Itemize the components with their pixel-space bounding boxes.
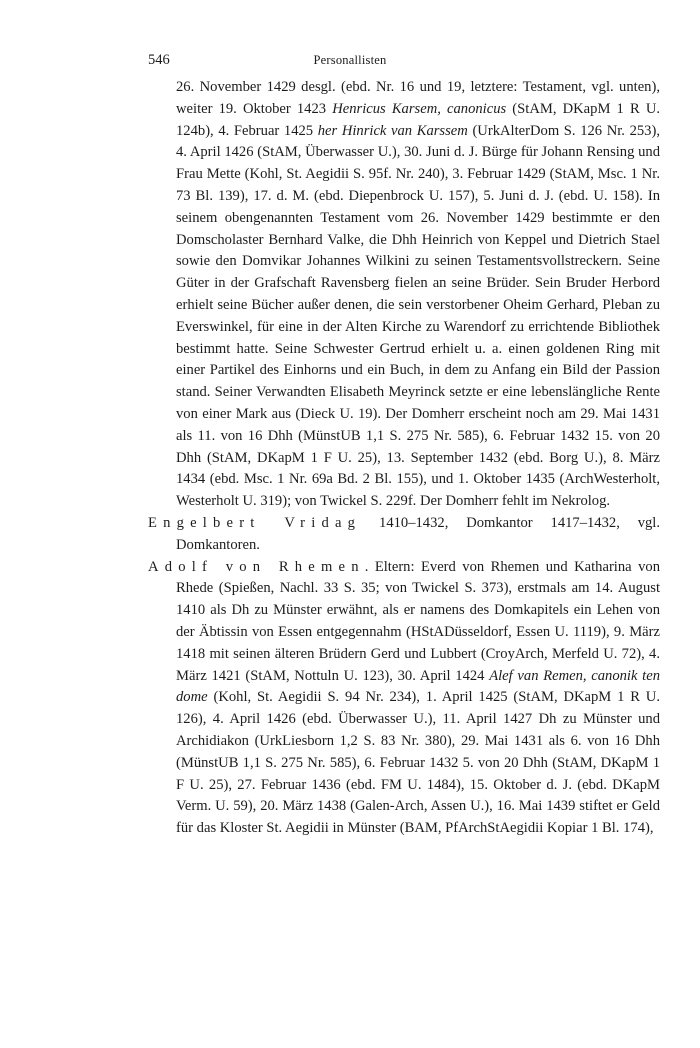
entry-engelbert-vridag xyxy=(148,513,660,557)
text-run: (UrkAlterDom S. 126 Nr. 253), 4. April 1426 (StAM, Überwasser U.), 30. Juni d. J. Bürge für Johann Rensing und Frau Mette (Kohl, St. Aegidii S. 95f. Nr. 240), 3. Februar 1429 (StAM, Msc. 1 Nr. 73 Bl. 139), 17. d. M. (ebd. Diepenbrock U. 157), 5. Juni d. J. (ebd. U. 158). In seinem obengenannten Testament vom 26. November 1429 bestimmte er den Domscholaster Bernhard Valke, die Dhh Heinrich von Keppel und Dietrich Stael sowie den Domvikar Johannes Wilkini zu seinen Testamentsvollstreckern. Seine Güter in der Grafschaft Ravensberg fielen an seine Brüder. Sein Bruder Herbord erhielt seine Bücher außer denen, die sein verstorbener Oheim Gerhard, Pleban zu Everswinkel, für eine in der Alten Kirche zu Warendorf zu errichtende Bibliothek bestimmt hatte. Seine Schwester Gertrud erhielt u. a. einen goldenen Ring mit einer Partikel des Einhorns und ein Buch, in dem zu Anfang ein Bild der Passion stand. Seiner Verwandten Elisabeth Meyrinck setzte er eine lebenslängliche Rente von einer Mark aus (Dieck U. 19). Der Domherr erscheint noch am 29. Mai 1431 als 11. von 16 Dhh (MünstUB 1,1 S. 275 Nr. 585), 6. Februar 1432 15. von 20 Dhh (StAM, DKapM 1 F U. 25), 13. September 1432 (ebd. Borg U.), 8. März 1434 (ebd. Msc. 1 Nr. 69a Bd. 2 Bl. 155), und 1. Oktober 1435 (ArchWesterholt, Westerholt U. 319); von Twickel S. 229f. Der Domherr fehlt im Nekrolog. xyxy=(176,122,660,510)
italic-quote: Alef van Remen, canonik ten dome xyxy=(176,667,661,706)
entry-adolf-von-rhemen xyxy=(148,557,660,840)
text-run: 26. November 1429 desgl. (ebd. Nr. 16 und 19, letztere: Testament, vgl. unten), weiter 19. Oktober 1423 xyxy=(176,79,660,117)
text-run: (Kohl, St. Aegidii S. 94 Nr. 234), 1. April 1425 (StAM, DKapM 1 R U. 126), 4. April 1426 (ebd. Überwasser U.), 11. April 1427 Dh zu Münster und Archidiakon (UrkLiesborn 1,2 S. 83 Nr. 380), 29. Mai 1431 als 6. von 16 Dhh (MünstUB 1,1 S. 275 Nr. 585), 6. Februar 1432 5. von 20 Dhh (StAM, DKapM 1 F U. 25), 27. Februar 1436 (ebd. FM U. 1484), 15. Oktober d. J. (ebd. DKapM Verm. U. 59), 20. März 1438 (Galen-Arch, Assen U.), 16. Mai 1439 stiftet er Geld für das Kloster St. Aegidii in Münster (BAM, PfArchStAegidii Kopiar 1 Bl. 174), xyxy=(176,689,660,837)
running-head: Personallisten xyxy=(313,53,387,67)
paragraph-continuation xyxy=(148,77,660,513)
body-text xyxy=(148,77,660,840)
entry-name: Engelbert Vridag xyxy=(148,514,362,531)
text-run: . Eltern: Everd von Rhemen und Katharina von Rhede (Spießen, Nachl. 33 S. 35; von Twickel S. 373), erstmals am 14. August 1410 als Dh zu Münster erwähnt, als er namens des Domkapitels ein Lehen von der Äbtissin von Essen entgegennahm (HStADüsseldorf, Essen U. 1119), 9. März 1418 mit seinen älteren Brüdern Gerd und Lubbert (CroyArch, Merfeld U. 72), 4. März 1421 (StAM, Nottuln U. 123), 30. April 1424 xyxy=(176,558,660,684)
text-run: 1410–1432, Domkantor 1417–1432, vgl. Domkantoren. xyxy=(176,514,660,553)
page-number: 546 xyxy=(148,52,170,68)
italic-quote: Henricus Karsem, canonicus xyxy=(332,100,507,117)
italic-quote: her Hinrick van Karssem xyxy=(317,122,468,139)
entry-name: Adolf von Rhemen xyxy=(148,558,365,575)
text-run: (StAM, DKapM 1 R U. 124b), 4. Februar 1425 xyxy=(176,100,661,139)
